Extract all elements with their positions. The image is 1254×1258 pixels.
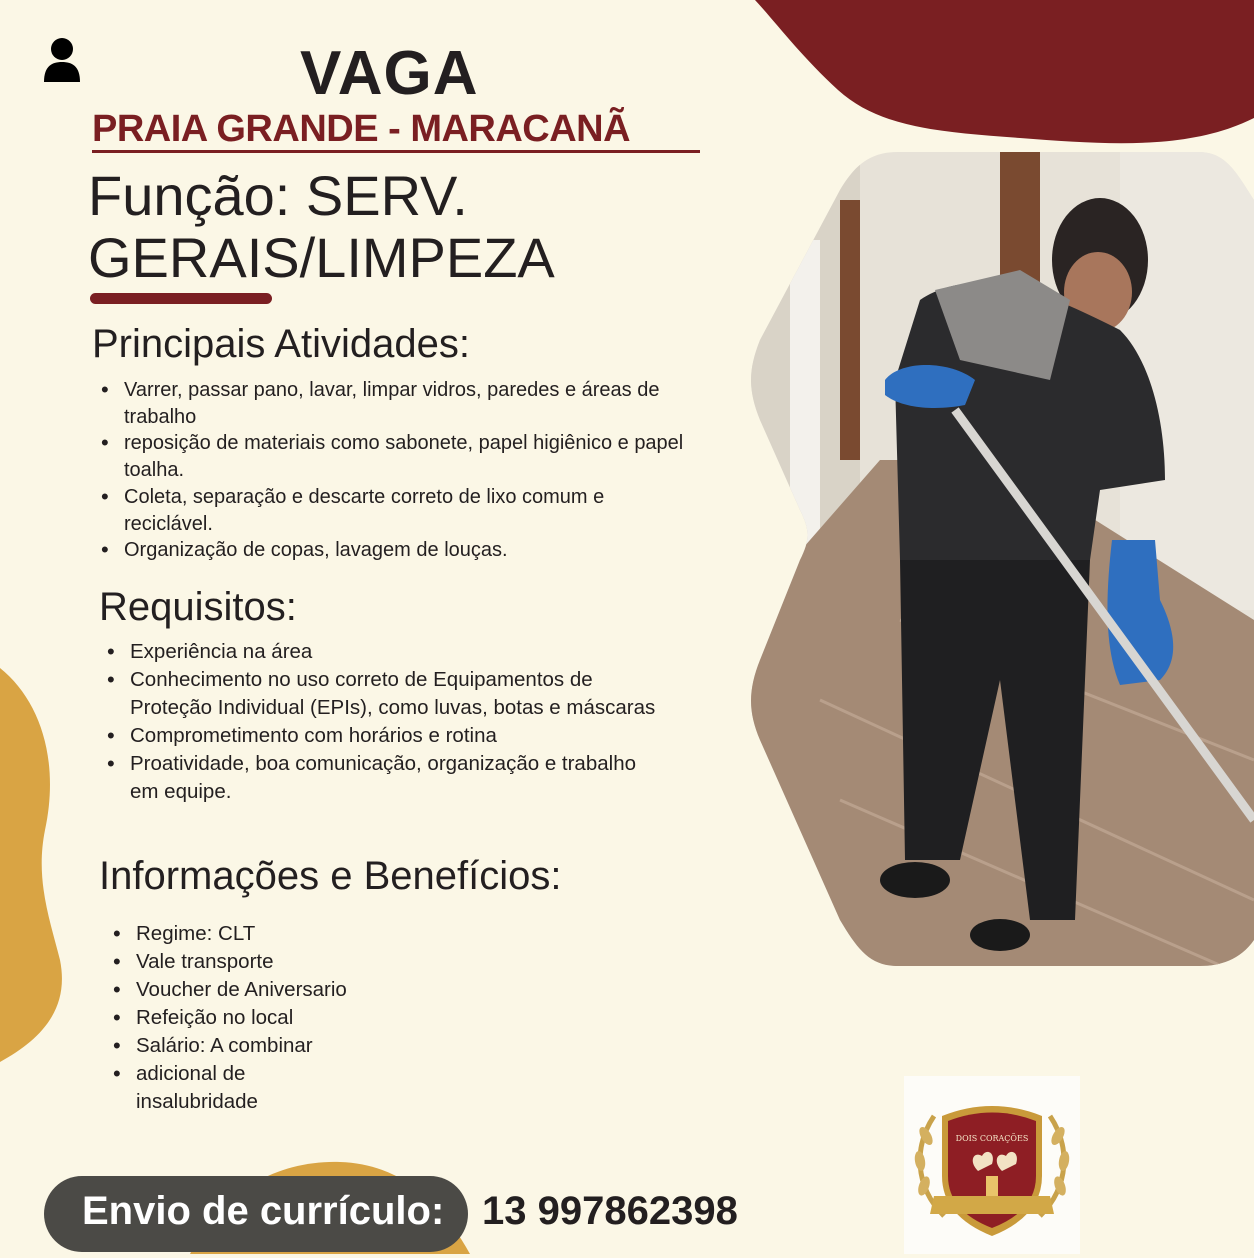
activities-list [98,377,698,564]
activities-heading: Principais Atividades: [92,322,470,366]
list-item: • Conhecimento no uso correto de Equipamentos de Proteção Individual (EPIs), como luvas, botas e máscaras [104,666,664,722]
benefits-heading: Informações e Benefícios: [99,854,562,898]
list-item: • Experiência na área [104,638,664,666]
location-subtitle: PRAIA GRANDE - MARACANÃ [92,108,631,150]
gold-blob-left [0,668,62,1062]
list-item: • Proatividade, boa comunicação, organização e trabalho em equipe. [104,750,664,806]
page-title: VAGA [300,39,479,108]
requirements-list [104,638,664,806]
role-accent-bar [90,293,272,304]
list-item: • reposição de materiais como sabonete, papel higiênico e papel toalha. [98,430,698,483]
list-item: • Vale transporte [110,948,410,976]
role-heading: Função: SERV. GERAIS/LIMPEZA [88,164,555,289]
requirements-heading: Requisitos: [99,585,297,629]
maroon-blob [755,0,1254,143]
logo-text: DOIS CORAÇÕES [955,1134,1029,1143]
list-item: • Organização de copas, lavagem de louças. [98,537,698,564]
benefits-list [110,920,410,1116]
list-item: • Varrer, passar pano, lavar, limpar vidros, paredes e áreas de trabalho [98,377,698,430]
list-item: • Regime: CLT [110,920,410,948]
person-icon [42,36,82,84]
list-item: • adicional de insalubridade [110,1060,296,1116]
contact-phone[interactable]: 13 997862398 [482,1189,738,1233]
list-item: • Voucher de Aniversario [110,976,410,1004]
company-logo [904,1076,1080,1254]
list-item: • Salário: A combinar [110,1032,410,1060]
list-item: • Coleta, separação e descarte correto de lixo comum e reciclável. [98,484,698,537]
list-item: • Refeição no local [110,1004,410,1032]
location-underline [92,150,700,153]
list-item: • Comprometimento com horários e rotina [104,722,664,750]
contact-label: Envio de currículo: [82,1189,445,1233]
worker-photo [740,150,1254,980]
